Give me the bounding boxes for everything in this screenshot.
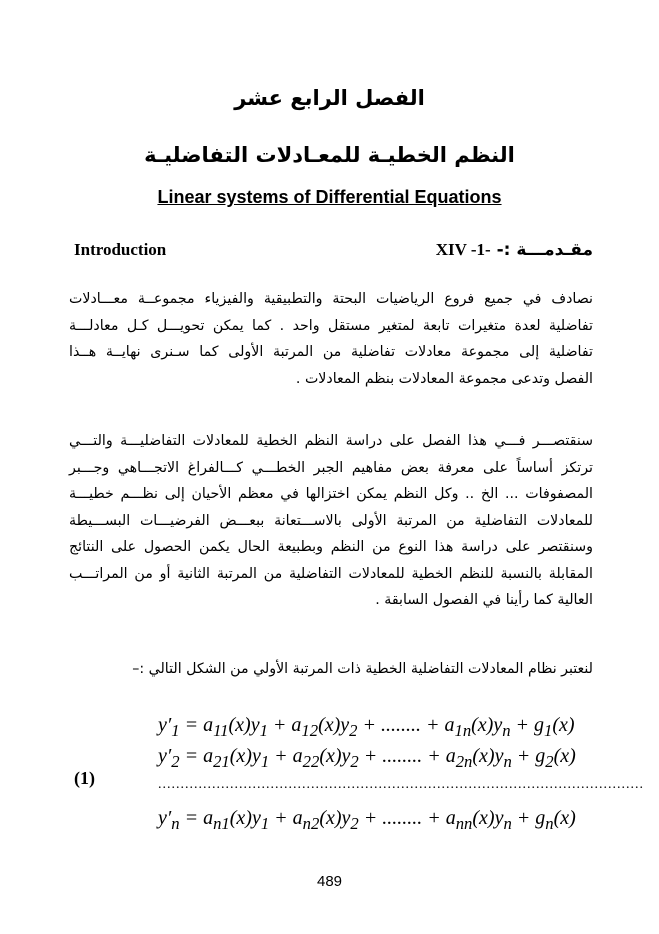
paragraph-1: [69, 286, 593, 392]
paragraph-line: العالية كما رأينا في الفصول السابقة .: [375, 592, 593, 608]
section-heading-number: XIV -1-: [435, 240, 491, 259]
paragraph-line: للمعادلات التفاضلية من المرتبة الأولى بالاســـتعانة ببعـــض الفرضيـــات البســـيطة: [69, 512, 593, 529]
paragraph-line: تفاضلية لعدة متغيرات تابعة لمتغير مستقل واحد . كما يمكن تحويـــل كـل معادلـــة: [69, 317, 593, 334]
paragraph-line: لنعتبر نظام المعادلات التفاضلية الخطية ذات المرتبة الأولي من الشكل التالي :–: [132, 661, 593, 677]
paragraph-line: المصفوفات ... الخ .. وكل النظم يمكن اختزالها في معظم الأحيان إلى نظـــم خطيـــة: [69, 486, 593, 502]
paragraph-line: نصادف في جميع فروع الرياضيات البحتة والتطبيقية والفيزياء مجموعــة معـــادلات: [69, 291, 593, 307]
chapter-title: الفصل الرابع عشر: [234, 86, 425, 110]
paragraph-line: المقابلة بالنسبة للنظم الخطية للمعادلات التفاضلية من المرتبة الثانية أو من المراتـــب: [69, 565, 593, 582]
paragraph-2: [69, 428, 593, 614]
english-chapter-subtitle: Linear systems of Differential Equations: [157, 187, 502, 207]
equation-row-1: $y'_1 = a_{11}(x)y_1 + a_{12}(x)y_2$ + ........ + $a_{1n}(x)y_n + g_1(x)$: [158, 714, 575, 740]
arabic-chapter-subtitle: النظم الخطيـة للمعـادلات التفاضليـة: [144, 143, 515, 167]
section-heading-arabic: [436, 240, 593, 260]
equation-ellipsis-row: ............................................................................................................: [158, 777, 644, 792]
paragraph-line: وسنقتصر على دراسة هذا النوع من النظم وبطبيعة الحال يكمن الحصول على النتائج: [69, 539, 593, 555]
section-heading-arabic-label: مقـدمـــة :-: [496, 240, 593, 260]
paragraph-line: الفصل وتدعى مجموعة المعادلات بنظم المعادلات .: [295, 370, 593, 387]
paragraph-line: ترتكز أساساً على معرفة بعض مفاهيم الجبر الخطـــي كـــالفراغ الاتجـــاهي وجـــبر: [69, 459, 593, 476]
section-heading-english: Introduction: [74, 240, 167, 259]
page-number: 489: [316, 873, 343, 890]
paragraph-line: تفاضلية إلى مجموعة معادلات تفاضلية من المرتبة الأولى كما سـنرى نهايــة هــذا: [69, 344, 593, 360]
equation-row-2: $y'_2 = a_{21}(x)y_1 + a_{22}(x)y_2$ + ........ + $a_{2n}(x)y_n + g_2(x)$: [158, 745, 576, 771]
paragraph-line: سنقتصـــر فـــي هذا الفصل على دراسة النظم الخطية للمعادلات التفاضليـــة والتـــي: [69, 433, 593, 449]
paragraph-3: [69, 656, 593, 683]
equation-row-n: $y'_n = a_{n1}(x)y_1 + a_{n2}(x)y_2$ + ........ + $a_{nn}(x)y_n + g_n(x)$: [158, 807, 576, 833]
equation-number: (1): [74, 768, 95, 788]
